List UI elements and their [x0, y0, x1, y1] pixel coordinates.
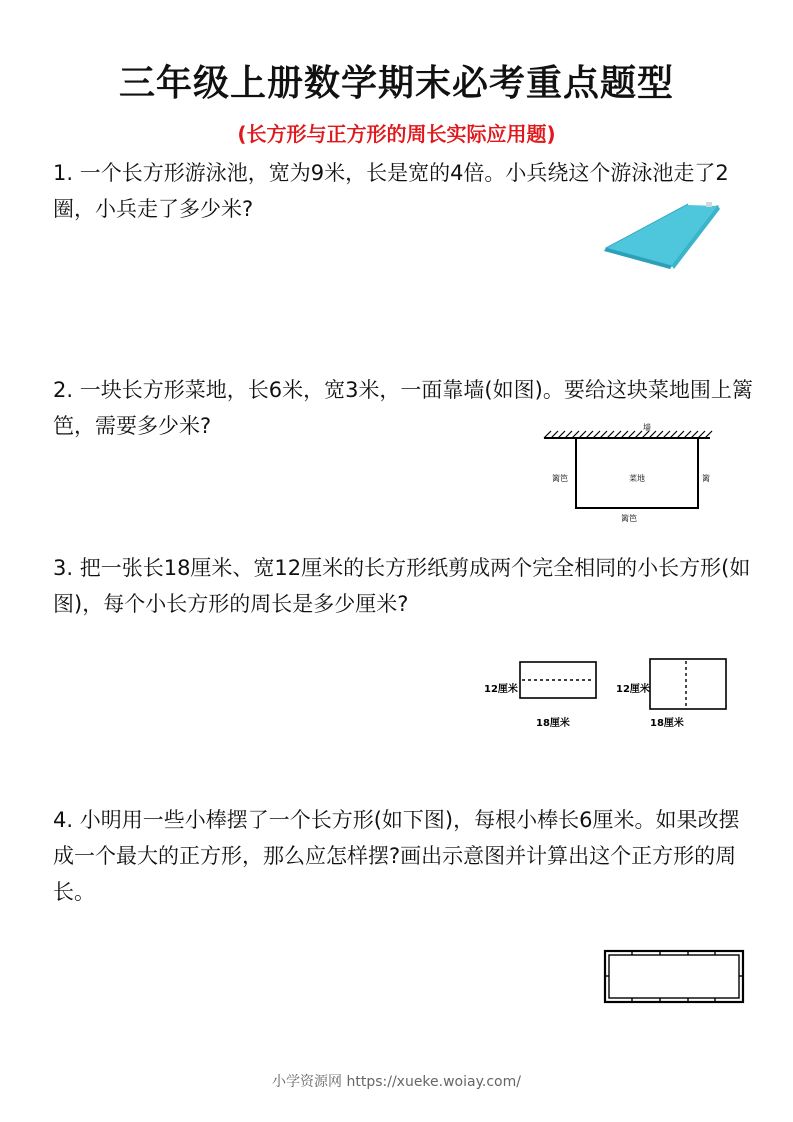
left-width-label: 18厘米 [536, 718, 570, 729]
left-height-label: 12厘米 [484, 684, 518, 695]
footer-watermark: 小学资源网 https://xueke.woiay.com/ [272, 1074, 521, 1090]
paper-cut-diagrams [478, 652, 734, 734]
question-3: 3. 把一张长18厘米、宽12厘米的长方形纸剪成两个完全相同的小长方形(如图)，每个小长方形的周长是多少厘米? [53, 556, 751, 616]
page-subtitle: (长方形与正方形的周长实际应用题) [237, 122, 556, 146]
right-fence-label: 篱 [702, 474, 710, 483]
page-title: 三年级上册数学期末必考重点题型 [118, 63, 674, 104]
question-2: 2. 一块长方形菜地，长6米，宽3米，一面靠墙(如图)。要给这块菜地围上篱笆，需要多少米? [53, 378, 753, 438]
right-height-label: 12厘米 [616, 684, 650, 695]
right-width-label: 18厘米 [650, 718, 684, 729]
bottom-fence-label: 篱笆 [621, 514, 637, 523]
vertical-cut-rect [650, 659, 726, 709]
question-1: 1. 一个长方形游泳池，宽为9米，长是宽的4倍。小兵绕这个游泳池走了2圈，小兵走了多少米? [53, 161, 729, 221]
swimming-pool-image [598, 196, 723, 272]
vegetable-garden-diagram [538, 420, 716, 528]
stick-joints [605, 951, 743, 1002]
wall-hatching [544, 431, 712, 438]
sticks-rectangle-diagram [600, 946, 748, 1008]
question-4: 4. 小明用一些小棒摆了一个长方形(如下图)，每根小棒长6厘米。如果改摆成一个最大的正方形，那么应怎样摆?画出示意图并计算出这个正方形的周长。 [53, 808, 740, 904]
left-fence-label: 篱笆 [552, 474, 568, 483]
garden-label: 菜地 [629, 474, 645, 483]
wall-label: 墙 [643, 423, 651, 432]
garden-fence [576, 438, 698, 508]
